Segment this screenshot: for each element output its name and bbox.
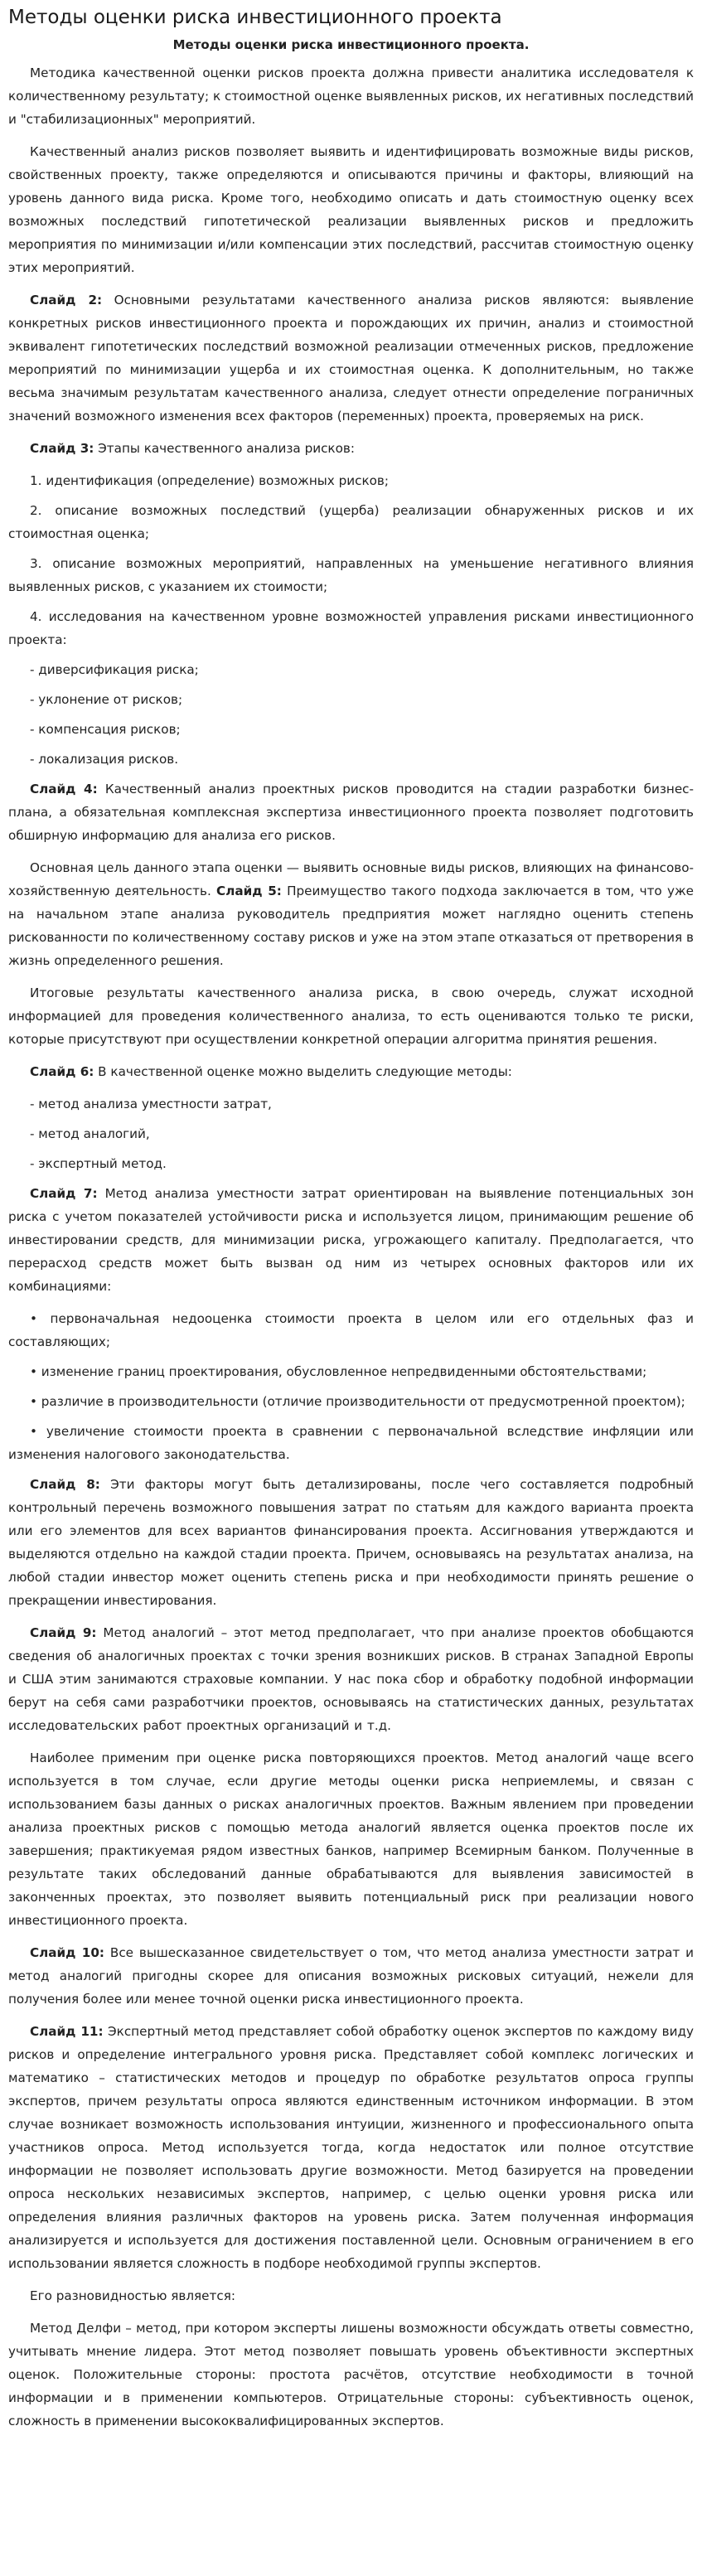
list-item — [8, 605, 694, 651]
paragraph-text: - уклонение от рисков; — [30, 692, 183, 707]
paragraph-text: - компенсация рисков; — [30, 722, 181, 737]
list-item — [8, 1307, 694, 1353]
list-item — [8, 1152, 694, 1175]
paragraph-text: • различие в производительности (отличие производительности от предусмотренной проектом); — [30, 1394, 685, 1409]
list-item — [8, 1122, 694, 1145]
slide-label: Слайд 7: — [30, 1186, 98, 1201]
paragraph — [8, 1060, 694, 1083]
list-item — [8, 1360, 694, 1383]
paragraph — [8, 2284, 694, 2307]
paragraph — [8, 2317, 694, 2433]
paragraph — [8, 288, 694, 428]
paragraph-text: Метод анализа уместности затрат ориентирован на выявление потенциальных зон риска с учетом показателей устойчивости риска и используется лицом, принимающим решение об инвестировании средств, для минимизации риска, угрожающего капиталу. Предполагается, что перерасход средств может быть вызван од ним из четырех основных факторов или их комбинациями: — [8, 1186, 694, 1294]
slide-label: Слайд 10: — [30, 1945, 104, 1960]
paragraph-text: Эти факторы могут быть детализированы, после чего составляется подробный контрольный перечень возможного повышения затрат по статьям для каждого варианта проекта или его элементов для всех вариантов финансирования проекта. Ассигнования утверждаются и выделяются отдельно на каждой стадии проекта. Причем, основываясь на результатах анализа, на любой стадии инвестор может оценить степень риска и при необходимости принять решение о прекращении инвестирования. — [8, 1477, 695, 1608]
slide-label: Слайд 6: — [30, 1064, 94, 1079]
paragraph-text: Основная цель данного этапа оценки — выявить основные виды рисков, влияющих на финансово-хозяйственную деятельность. — [8, 860, 694, 898]
paragraph-text: • увеличение стоимости проекта в сравнении с первоначальной вследствие инфляции или изменения налогового законодательства. — [8, 1424, 694, 1462]
paragraph-text: Качественный анализ рисков позволяет выявить и идентифицировать возможные виды рисков, свойственных проекту, также определяются и описываются причины и факторы, влияющий на уровень данного вида риска. Кроме того, необходимо описать и дать стоимостную оценку всех возможных последствий гипотетической реализации выявленных рисков и предложить мероприятия по минимизации и/или компенсации этих последствий, рассчитав стоимостную оценку этих мероприятий. — [8, 144, 694, 275]
paragraph-text: 1. идентификация (определение) возможных рисков; — [30, 473, 389, 488]
paragraph-text: - диверсификация риска; — [30, 662, 199, 677]
paragraph-text: Методика качественной оценки рисков проекта должна привести аналитика исследователя к количественному результату; к стоимостной оценке выявленных рисков, их негативных последствий и "стабилизационных" мероприятий. — [8, 65, 694, 127]
paragraph — [8, 1746, 694, 1932]
paragraph-text: 2. описание возможных последствий (ущерба) реализации обнаруженных рисков и их стоимостная оценка; — [8, 503, 694, 541]
list-item — [8, 1420, 694, 1466]
paragraph-text: Метод аналогий – этот метод предполагает, что при анализе проектов обобщаются сведения об аналогичных проектах с точки зрения возникших рисков. В странах Западной Европы и США этим занимаются страховые компании. У нас пока сбор и обработку подобной информации берут на себя сами разработчики проектов, основываясь на статистических данных, результатах исследовательских работ проектных организаций и т.д. — [8, 1625, 695, 1733]
paragraph-text: • первоначальная недооценка стоимости проекта в целом или его отдельных фаз и составляющих; — [8, 1311, 694, 1349]
paragraph — [8, 1473, 694, 1612]
list-item — [8, 552, 694, 598]
slide-label: Слайд 11: — [30, 2024, 104, 2039]
slide-label: Слайд 3: — [30, 441, 94, 456]
paragraph-text: Основными результатами качественного анализа рисков являются: выявление конкретных рисков инвестиционного проекта и порождающих их причин, анализ и стоимостной эквивалент гипотетических последствий возможной реализации отмеченных рисков, предложение мероприятий по минимизации ущерба и их стоимостная оценка. К дополнительным, но также весьма значимым результатам качественного анализа, следует отнести определение пограничных значений возможного изменения всех факторов (переменных) проекта, проверяемых на риск. — [8, 293, 694, 424]
paragraph-text: Наиболее применим при оценке риска повторяющихся проектов. Метод аналогий чаще всего используется в том случае, если другие методы оценки риска неприемлемы, и связан с использованием базы данных о рисках аналогичных проектов. Важным явлением при проведении анализа проектных рисков с помощью метода аналогий является оценка проектов после их завершения; практикуемая рядом известных банков, например Всемирным банком. Полученные в результате таких обследований данные обрабатываются для выявления зависимостей в законченных проектах, это позволяет выявить потенциальный риск при реализации нового инвестиционного проекта. — [8, 1750, 694, 1928]
paragraph — [8, 856, 694, 972]
paragraph — [8, 1182, 694, 1298]
paragraph-text: Итоговые результаты качественного анализа риска, в свою очередь, служат исходной информацией для проведения количественного анализа, то есть оцениваются только те риски, которые присутствуют при осуществлении конкретной операции алгоритма принятия решения. — [8, 985, 694, 1047]
paragraph-text: - метод аналогий, — [30, 1126, 150, 1141]
slide-label: Слайд 8: — [30, 1477, 100, 1492]
paragraph-text: Преимущество такого подхода заключается в том, что уже на начальном этапе анализа руководитель предприятия может наглядно оценить степень рискованности по количественному составу рисков и уже на этом этапе отказаться от претворения в жизнь определенного решения. — [8, 884, 694, 968]
paragraph-text: • изменение границ проектирования, обусловленное непредвиденными обстоятельствами; — [30, 1364, 647, 1379]
paragraph-text: Экспертный метод представляет собой обработку оценок экспертов по каждому виду рисков и определение интегрального уровня риска. Представляет собой комплекс логических и математико – статистических методов и процедур по обработке результатов опроса группы экспертов, причем результаты опроса являются единственным источником информации. В этом случае возникает возможность использования интуиции, жизненного и профессионального опыта участников опроса. Метод используется тогда, когда недостаток или полное отсутствие информации не позволяет использовать другие возможности. Метод базируется на проведении опроса нескольких независимых экспертов, например, с целью оценки уровня риска или определения влияния различных факторов на уровень риска. Затем полученная информация анализируется и используется для достижения поставленной цели. Основным ограничением в его использовании является сложность в подборе необходимой группы экспертов. — [8, 2024, 694, 2271]
list-item — [8, 1092, 694, 1116]
paragraph-text: - экспертный метод. — [30, 1156, 167, 1171]
list-item — [8, 499, 694, 545]
paragraph-text: В качественной оценке можно выделить следующие методы: — [94, 1064, 512, 1079]
document-body — [8, 61, 694, 2433]
paragraph — [8, 1621, 694, 1737]
paragraph — [8, 140, 694, 279]
paragraph-text: Этапы качественного анализа рисков: — [94, 441, 355, 456]
paragraph-text: - локализация рисков. — [30, 752, 179, 767]
paragraph — [8, 777, 694, 847]
slide-label: Слайд 9: — [30, 1625, 97, 1640]
paragraph-text: 3. описание возможных мероприятий, направленных на уменьшение негативного влияния выявленных рисков, с указанием их стоимости; — [8, 556, 694, 594]
paragraph-text: 4. исследования на качественном уровне возможностей управления рисками инвестиционного проекта: — [8, 609, 694, 647]
paragraph-text: Качественный анализ проектных рисков проводится на стадии разработки бизнес-плана, а обязательная комплексная экспертиза инвестиционного проекта позволяет подготовить обширную информацию для анализа его рисков. — [8, 782, 695, 843]
paragraph-text: - метод анализа уместности затрат, — [30, 1097, 272, 1111]
list-item — [8, 748, 694, 771]
list-item — [8, 718, 694, 741]
paragraph-text: Все вышесказанное свидетельствует о том, что метод анализа уместности затрат и метод аналогий пригодны скорее для описания возможных рисковых ситуаций, нежели для получения более или менее точной оценки риска инвестиционного проекта. — [8, 1945, 695, 2007]
slide-label: Слайд 2: — [30, 293, 103, 307]
list-item — [8, 469, 694, 492]
paragraph — [8, 61, 694, 131]
paragraph-text: Метод Делфи – метод, при котором эксперты лишены возможности обсуждать ответы совместно, учитывать мнение лидера. Этот метод позволяет повышать уровень объективности экспертных оценок. Положительные стороны: простота расчётов, отсутствие необходимости в точной информации и в применении компьютеров. Отрицательные стороны: субъективность оценок, сложность в применении высококвалифицированных экспертов. — [8, 2321, 694, 2428]
list-item — [8, 688, 694, 711]
slide-label: Слайд 4: — [30, 782, 98, 797]
paragraph — [8, 437, 694, 460]
paragraph — [8, 981, 694, 1051]
page-title: Методы оценки риска инвестиционного проекта — [8, 7, 502, 28]
section-heading: Методы оценки риска инвестиционного проекта. — [172, 37, 530, 52]
paragraph — [8, 2020, 694, 2275]
paragraph-text: Его разновидностью является: — [30, 2288, 235, 2303]
paragraph — [8, 1941, 694, 2011]
list-item — [8, 1390, 694, 1413]
list-item — [8, 658, 694, 681]
slide-label: Слайд 5: — [216, 884, 282, 898]
